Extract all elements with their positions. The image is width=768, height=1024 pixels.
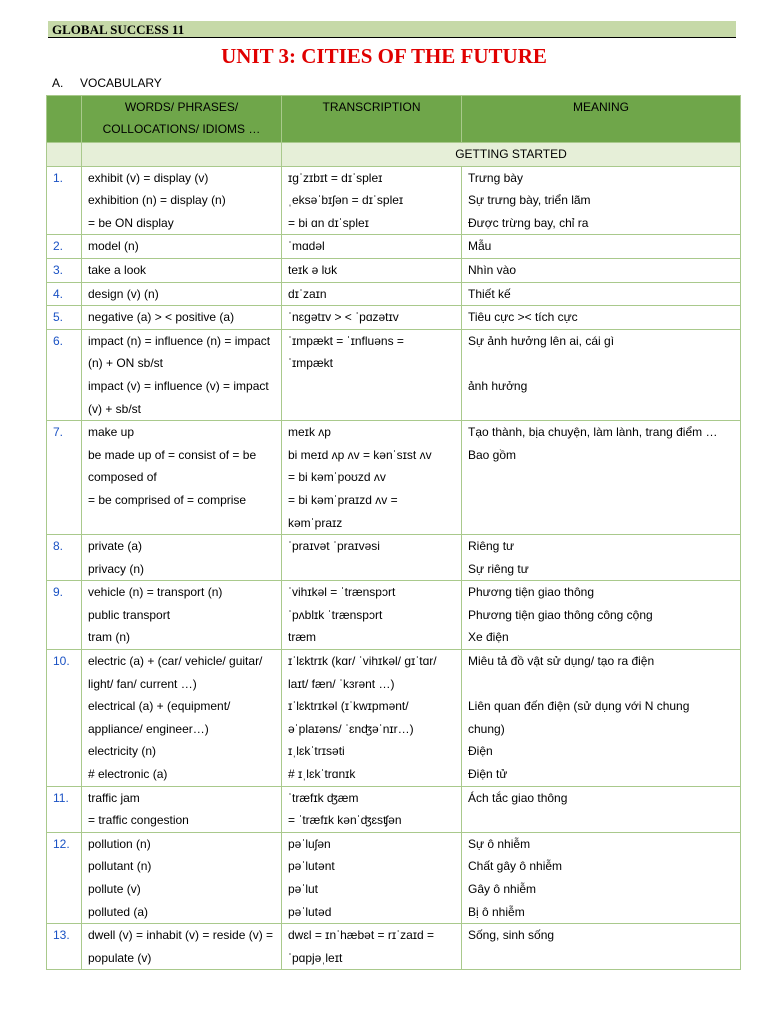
row-number: 4. — [47, 282, 82, 306]
meaning-line: Mẫu — [468, 239, 492, 254]
transcription-cell — [282, 832, 462, 923]
word-line: vehicle (n) = transport (n) — [88, 585, 223, 600]
word-line: pollution (n) — [88, 836, 151, 851]
meaning-line: Được trừng bay, chỉ ra — [468, 215, 589, 230]
transcription-cell — [282, 786, 462, 832]
transcription-cell — [282, 421, 462, 535]
header-words: WORDS/ PHRASES/ COLLOCATIONS/ IDIOMS … — [82, 96, 282, 143]
transcription-line: dɪˈzaɪn — [288, 286, 327, 301]
section-heading — [52, 76, 162, 90]
table-header-row — [47, 96, 741, 143]
header-meaning: MEANING — [462, 96, 741, 143]
transcription-line: træm — [288, 630, 316, 645]
row-number: 8. — [47, 535, 82, 581]
transcription-line: teɪk ə lʊk — [288, 262, 338, 277]
row-number: 11. — [47, 786, 82, 832]
meaning-line: Chất gây ô nhiễm — [468, 859, 563, 874]
meaning-cell — [462, 258, 741, 282]
word-line: pollute (v) — [88, 882, 141, 896]
word-cell — [82, 166, 282, 235]
meaning-line — [468, 809, 734, 832]
transcription-line: pəˈluʃən — [288, 836, 331, 851]
transcription-line: pəˈlutənt — [288, 859, 335, 874]
meaning-line: Sự riêng tư — [468, 561, 529, 576]
meaning-line: Tạo thành, bịa chuyện, làm lành, trang điểm … — [468, 425, 718, 440]
transcription-cell — [282, 235, 462, 259]
word-cell — [82, 235, 282, 259]
transcription-line: # ɪˌlɛkˈtrɑnɪk — [288, 767, 356, 782]
word-line: take a look — [88, 262, 147, 277]
transcription-line: = ˈtræfɪk kənˈʤɛsʧən — [288, 813, 402, 828]
transcription-cell — [282, 166, 462, 235]
meaning-cell — [462, 924, 741, 970]
word-line: impact (v) = influence (v) = impact — [88, 378, 269, 393]
table-row — [47, 581, 741, 650]
table-row — [47, 535, 741, 581]
word-line: = be ON display — [88, 215, 174, 230]
word-line: electricity (n) — [88, 744, 157, 759]
transcription-line: = bi kəmˈpoʊzd ʌv — [288, 470, 386, 485]
word-line: tram (n) — [88, 630, 130, 645]
transcription-line: kəmˈpraɪz — [288, 515, 343, 530]
series-banner: GLOBAL SUCCESS 11 — [48, 21, 736, 38]
meaning-cell — [462, 329, 741, 420]
word-line: populate (v) — [88, 950, 152, 965]
row-number: 3. — [47, 258, 82, 282]
transcription-line: ˈnɛɡətɪv > < ˈpɑzətɪv — [288, 310, 399, 325]
meaning-line — [468, 466, 734, 489]
section-row-empty-words — [82, 143, 282, 167]
row-number: 9. — [47, 581, 82, 650]
transcription-cell — [282, 282, 462, 306]
transcription-cell — [282, 306, 462, 330]
section-letter: A. — [52, 76, 64, 90]
meaning-line — [468, 673, 734, 696]
word-line: (v) + sb/st — [88, 401, 142, 416]
word-line: (n) + ON sb/st — [88, 356, 164, 371]
row-number: 2. — [47, 235, 82, 259]
word-cell — [82, 258, 282, 282]
section-row — [47, 143, 741, 167]
meaning-line: Ách tắc giao thông — [468, 790, 568, 805]
meaning-line — [468, 512, 734, 535]
transcription-line: = bi ɑn dɪˈspleɪ — [288, 215, 369, 230]
table-body — [47, 143, 741, 970]
vocabulary-table — [46, 95, 741, 970]
word-cell — [82, 924, 282, 970]
word-cell — [82, 786, 282, 832]
meaning-line — [468, 398, 734, 421]
meaning-cell — [462, 786, 741, 832]
transcription-line: ɪˈlɛktrɪkəl (ɪˈkwɪpmənt/ — [288, 699, 409, 714]
word-line: exhibition (n) = display (n) — [88, 193, 226, 208]
transcription-line: ˌeksəˈbɪʃən = dɪˈspleɪ — [288, 193, 404, 208]
word-line: exhibit (v) = display (v) — [88, 170, 209, 185]
meaning-line: Sự ảnh hưởng lên ai, cái gì — [468, 333, 615, 348]
meaning-line: Gây ô nhiễm — [468, 882, 537, 896]
section-row-empty-num — [47, 143, 82, 167]
word-cell — [82, 581, 282, 650]
meaning-line: Phương tiện giao thông — [468, 585, 594, 600]
word-line: impact (n) = influence (n) = impact — [88, 333, 271, 348]
transcription-cell — [282, 924, 462, 970]
word-line: design (v) (n) — [88, 286, 159, 301]
header-num-cell — [47, 96, 82, 143]
word-line: composed of — [88, 470, 157, 485]
meaning-line: ảnh hưởng — [468, 378, 528, 393]
word-cell — [82, 306, 282, 330]
transcription-cell — [282, 329, 462, 420]
word-cell — [82, 832, 282, 923]
meaning-line: Liên quan đến điện (sử dụng với N chung — [468, 699, 690, 714]
word-line: electrical (a) + (equipment/ — [88, 699, 231, 714]
word-cell — [82, 421, 282, 535]
word-line: = traffic congestion — [88, 813, 189, 828]
word-cell — [82, 535, 282, 581]
transcription-cell — [282, 258, 462, 282]
header-transcription: TRANSCRIPTION — [282, 96, 462, 143]
word-line: pollutant (n) — [88, 859, 152, 874]
meaning-line: Riêng tư — [468, 539, 515, 554]
transcription-cell — [282, 650, 462, 787]
word-line: electric (a) + (car/ vehicle/ guitar/ — [88, 654, 263, 669]
transcription-line: ˈvihɪkəl = ˈtrænspɔrt — [288, 585, 396, 600]
meaning-cell — [462, 166, 741, 235]
meaning-line: Sống, sinh sống — [468, 928, 555, 943]
word-line: appliance/ engineer…) — [88, 721, 209, 736]
meaning-line — [468, 352, 734, 375]
meaning-cell — [462, 650, 741, 787]
transcription-line: ˈpɑpjəˌleɪt — [288, 950, 343, 965]
meaning-line: Điện — [468, 744, 493, 759]
transcription-line: ˈmɑdəl — [288, 239, 325, 254]
word-cell — [82, 329, 282, 420]
table-row — [47, 258, 741, 282]
meaning-line: chung) — [468, 721, 505, 736]
row-number: 1. — [47, 166, 82, 235]
transcription-line — [288, 375, 455, 398]
meaning-line: Thiết kế — [468, 286, 511, 301]
word-line: = be comprised of = comprise — [88, 492, 247, 507]
meaning-line: Bao gồm — [468, 447, 517, 462]
table-row — [47, 306, 741, 330]
word-line: traffic jam — [88, 790, 140, 805]
table-row — [47, 166, 741, 235]
row-number: 13. — [47, 924, 82, 970]
row-number: 12. — [47, 832, 82, 923]
table-row — [47, 282, 741, 306]
meaning-cell — [462, 235, 741, 259]
meaning-line: Xe điện — [468, 630, 509, 645]
transcription-line: əˈplaɪəns/ ˈɛnʤəˈnɪr…) — [288, 721, 414, 736]
transcription-line: ɪˌlɛkˈtrɪsəti — [288, 744, 345, 759]
transcription-line: pəˈlut — [288, 882, 319, 896]
meaning-cell — [462, 581, 741, 650]
meaning-line: Sự trưng bày, triển lãm — [468, 193, 591, 208]
word-line: negative (a) > < positive (a) — [88, 310, 235, 325]
transcription-line: ˈɪmpækt = ˈɪnfluəns = — [288, 333, 404, 348]
meaning-cell — [462, 535, 741, 581]
transcription-line: pəˈlutəd — [288, 904, 332, 919]
section-row-label: GETTING STARTED — [282, 143, 741, 167]
transcription-line: ˈtræfɪk ʤæm — [288, 790, 359, 805]
row-number: 7. — [47, 421, 82, 535]
transcription-line: ɪˈlɛktrɪk (kɑr/ ˈvihɪkəl/ ɡɪˈtɑr/ — [288, 654, 437, 669]
table-row — [47, 786, 741, 832]
transcription-line: dwɛl = ɪnˈhæbət = rɪˈzaɪd = — [288, 928, 435, 943]
table-row — [47, 329, 741, 420]
transcription-cell — [282, 535, 462, 581]
meaning-cell — [462, 421, 741, 535]
word-line: make up — [88, 425, 135, 440]
meaning-line: Tiêu cực >< tích cực — [468, 310, 578, 325]
transcription-line: ˈɪmpækt — [288, 356, 333, 371]
meaning-cell — [462, 306, 741, 330]
transcription-line: ˈpʌblɪk ˈtrænspɔrt — [288, 607, 383, 622]
meaning-line: Trưng bày — [468, 170, 523, 185]
word-line: private (a) — [88, 539, 143, 554]
meaning-cell — [462, 832, 741, 923]
meaning-cell — [462, 282, 741, 306]
word-cell — [82, 650, 282, 787]
meaning-line: Nhìn vào — [468, 262, 517, 277]
table-row — [47, 650, 741, 787]
word-line: light/ fan/ current …) — [88, 676, 197, 691]
word-line: dwell (v) = inhabit (v) = reside (v) = — [88, 928, 274, 943]
word-line: public transport — [88, 607, 171, 622]
transcription-line — [288, 558, 455, 581]
word-cell — [82, 282, 282, 306]
table-row — [47, 924, 741, 970]
word-line — [88, 512, 275, 535]
transcription-line: bi meɪd ʌp ʌv = kənˈsɪst ʌv — [288, 447, 432, 462]
transcription-line — [288, 398, 455, 421]
meaning-line — [468, 489, 734, 512]
row-number: 10. — [47, 650, 82, 787]
word-line: polluted (a) — [88, 904, 149, 919]
table-row — [47, 832, 741, 923]
meaning-line: Sự ô nhiễm — [468, 836, 531, 851]
row-number: 5. — [47, 306, 82, 330]
transcription-line: = bi kəmˈpraɪzd ʌv = — [288, 492, 398, 507]
meaning-line: Phương tiện giao thông công cộng — [468, 607, 653, 622]
section-name: VOCABULARY — [80, 76, 162, 90]
transcription-line: ˈpraɪvət ˈpraɪvəsi — [288, 539, 380, 554]
transcription-line: ɪɡˈzɪbɪt = dɪˈspleɪ — [288, 170, 383, 185]
meaning-line: Bị ô nhiễm — [468, 904, 525, 919]
word-line: privacy (n) — [88, 561, 145, 576]
transcription-line: laɪt/ fæn/ ˈkɜrənt …) — [288, 676, 395, 691]
meaning-line: Miêu tả đồ vật sử dụng/ tạo ra điện — [468, 654, 655, 669]
meaning-line: Điện tử — [468, 767, 508, 782]
row-number: 6. — [47, 329, 82, 420]
word-line: be made up of = consist of = be — [88, 447, 257, 462]
table-row — [47, 235, 741, 259]
word-line: model (n) — [88, 239, 139, 254]
unit-title: UNIT 3: CITIES OF THE FUTURE — [221, 44, 547, 68]
meaning-line — [468, 947, 734, 970]
word-line: # electronic (a) — [88, 767, 168, 782]
transcription-line: meɪk ʌp — [288, 425, 331, 440]
table-row — [47, 421, 741, 535]
transcription-cell — [282, 581, 462, 650]
